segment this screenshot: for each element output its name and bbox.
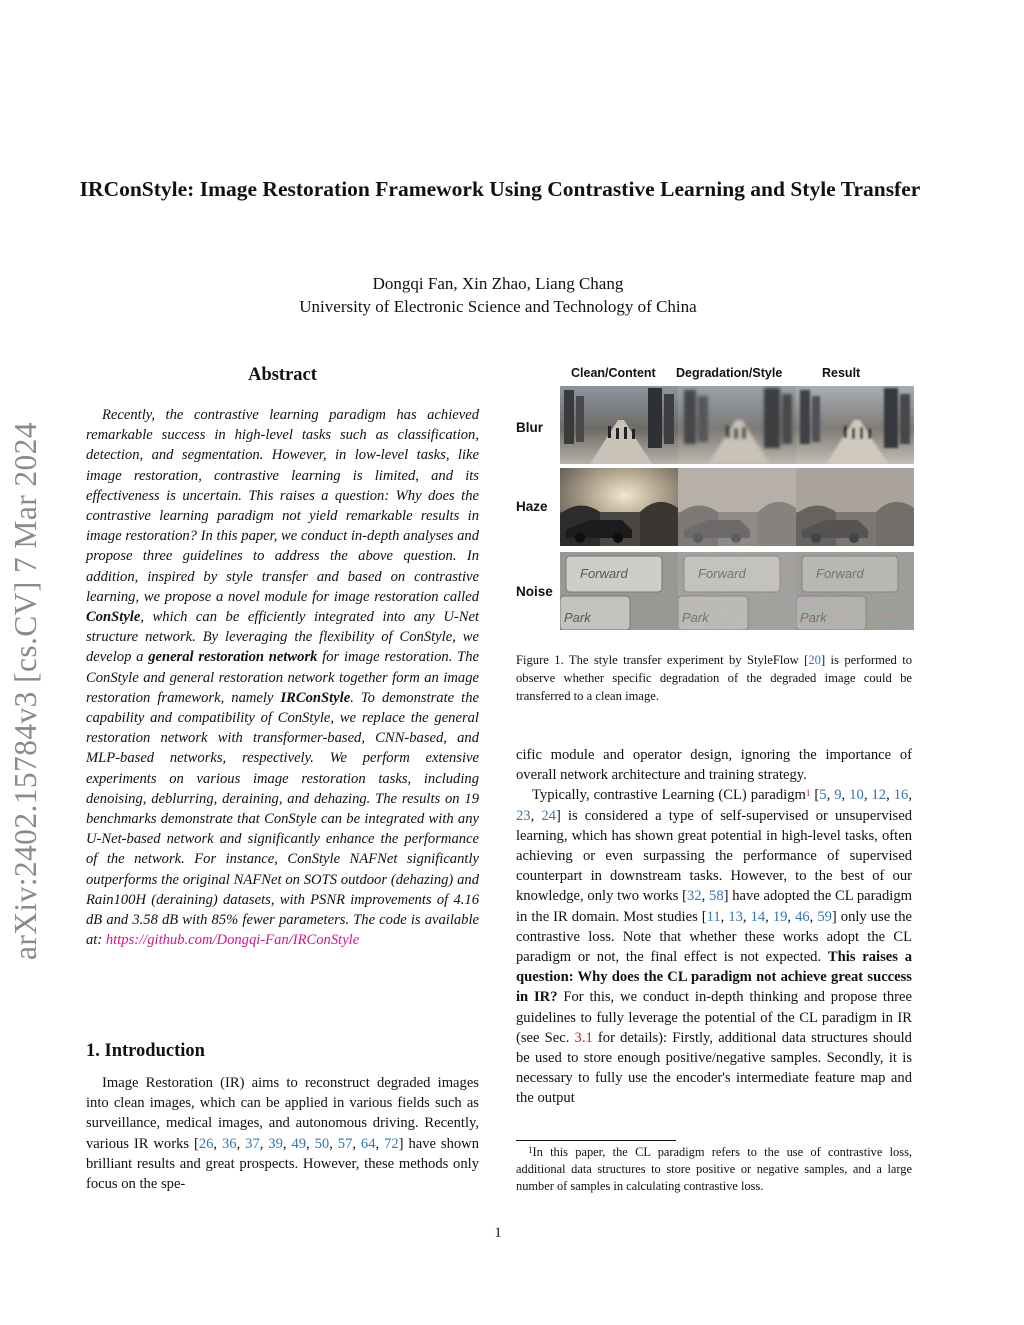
column-label-degradation: Degradation/Style [676,366,783,380]
column-label-result: Result [822,366,861,380]
abstract-heading: Abstract [248,365,317,385]
constyle-term: ConStyle [86,609,141,626]
citation[interactable]: 20 [808,653,821,667]
noise-degraded-image [678,552,796,630]
citation[interactable]: 36 [221,1135,237,1152]
footnote-divider [516,1140,676,1141]
right-column-body [516,745,912,1109]
irconstyle-term: IRConStyle [280,689,351,706]
citation[interactable]: 64 [360,1135,376,1152]
citation[interactable]: 5 [819,787,827,804]
key-label: Forward [580,566,628,581]
figure-1 [516,362,912,642]
citation[interactable]: 46 [795,908,810,925]
citation[interactable]: 37 [245,1135,260,1152]
citation[interactable]: 9 [834,787,842,804]
code-link[interactable]: https://github.com/Dongqi-Fan/IRConStyle [105,932,360,949]
citation[interactable]: 58 [709,888,724,905]
author-names: Dongqi Fan, Xin Zhao, Liang Chang [372,274,624,293]
haze-result-image [796,468,914,546]
paragraph: Typically, contrastive Learning (CL) paradigm$^1$ [5, 9, 10, 12, 16, 23, 24] is considered a type of self-supervised or unsupervised learning, which has shown great potential in high-level tasks, often achieving or even surpassing the performance of supervised counterpart in downstream tasks. However, to the best of our knowledge, only two works [32, 58] have adopted the CL paradigm in the IR domain. Most studies [11, 13, 14, 19, 46, 59] only use the contrastive loss. Note that whether these works adopt the CL paradigm or not, the final effect is not expected. This raises a question: Why does the CL paradigm not achieve great success in IR? For this, we conduct in-depth thinking and propose three guidelines to fully leverage the potential of the CL paradigm in IR (see Sec. 3.1 for details): Firstly, additional data structures should be used to store enough positive/negative samples. Secondly, it is necessary to fully use the encoder's intermediate feature map and the output [516,787,913,1107]
citation[interactable]: 12 [871,787,887,804]
citation[interactable]: 49 [291,1135,307,1152]
blur-clean-image [560,386,678,464]
page-number: 1 [494,1225,502,1241]
intro-body: Image Restoration (IR) aims to reconstruct degraded images into clean images, which can be applied in various fields such as surveillance, medical images, and autonomous driving. Recently, various IR works [26, 36, 37, 39, 49, 50, 57, 64, 72] have shown brilliant results and great prospects. However, these methods only focus on the spe- [86,1075,480,1193]
citation[interactable]: 13 [728,908,743,925]
citation[interactable]: 23 [516,807,531,824]
arxiv-identifier: arXiv:2402.15784v3 [cs.CV] 7 Mar 2024 [8,422,43,960]
blur-degraded-image [678,386,796,464]
haze-clean-image [560,468,678,546]
footnote-mark[interactable]: 1 [805,788,811,799]
intro-heading: 1. Introduction [86,1041,205,1061]
citation[interactable]: 59 [817,908,832,925]
row-label-haze: Haze [516,499,548,514]
noise-result-image [796,552,914,630]
citation[interactable]: 11 [706,908,721,925]
row-label-noise: Noise [516,584,553,599]
key-label: Park [564,610,591,625]
section-reference[interactable]: 3.1 [574,1029,593,1046]
footnote: $^1$In this paper, the CL paradigm refers to the use of contrastive loss, additional data structures to store positive or negative samples, and a large number of samples in calculating contrastive loss. [516,1145,912,1194]
affiliation: University of Electronic Science and Technology of China [299,297,697,316]
key-question: This raises a question: Why does the CL paradigm not achieve great success in IR? [516,949,912,1006]
paper-title: IRConStyle: Image Restoration Framework Using Contrastive Learning and Style Transfer [79,177,921,201]
noise-clean-image [560,552,678,630]
citation[interactable]: 19 [772,908,788,925]
blur-result-image [796,386,914,464]
general-network-term: general restoration network [148,649,318,666]
citation[interactable]: 16 [893,787,909,804]
citation[interactable]: 32 [687,888,702,905]
footnote-number: 1 [528,1145,533,1155]
citation[interactable]: 39 [268,1135,283,1152]
abstract-body: Recently, the contrastive learning paradigm has achieved remarkable success in high-level tasks such as classification, detection, and segmentation. However, in low-level tasks, like image restoration, contrastive learning is limited, and its effectiveness is uncertain. This raises a question: Why does the contrastive learning paradigm not yield remarkable results in image restoration? In this paper, we conduct in-depth analyses and propose three guidelines to address the above question. In addition, inspired by style transfer and based on contrastive learning, we propose a novel module for image restoration called ConStyle, which can be efficiently integrated into any U-Net structure network. By leveraging the flexibility of ConStyle, we develop a general restoration network for image restoration. The ConStyle and general restoration network together form an image restoration framework, namely IRConStyle. To demonstrate the capability and compatibility of ConStyle, we replace the general restoration network with transformer-based, CNN-based, and MLP-based networks, respectively. We perform extensive experiments on various image restoration tasks, including denoising, deblurring, deraining, and dehazing. The results on 19 benchmarks demonstrate that ConStyle can be integrated with any U-Net-based network and significantly enhance the performance of the network. For instance, ConStyle NAFNet significantly outperforms the original NAFNet on SOTS outdoor (dehazing) and Rain100H (deraining) datasets, with PSNR improvements of 4.16 dB and 3.58 dB with 85% fewer parameters. The code is available at: https://github.com/Dongqi-Fan/IRConStyle [86,407,479,949]
paragraph: cific module and operator design, ignoring the importance of overall network architecture and training strategy. [516,747,912,784]
citation[interactable]: 14 [750,908,766,925]
citation[interactable]: 72 [384,1135,399,1152]
citation[interactable]: 24 [541,807,556,824]
row-label-blur: Blur [516,420,543,435]
author-block [60,272,936,318]
figure-1-caption: Figure 1. The style transfer experiment by StyleFlow [20] is performed to observe whether specific degradation of the degraded image could be transferred to a clean image. [516,653,912,703]
citation[interactable]: 50 [314,1135,330,1152]
column-label-clean: Clean/Content [571,366,656,380]
citation[interactable]: 57 [337,1135,353,1152]
citation[interactable]: 10 [849,787,864,804]
citation[interactable]: 26 [198,1135,214,1152]
haze-degraded-image [678,468,796,546]
